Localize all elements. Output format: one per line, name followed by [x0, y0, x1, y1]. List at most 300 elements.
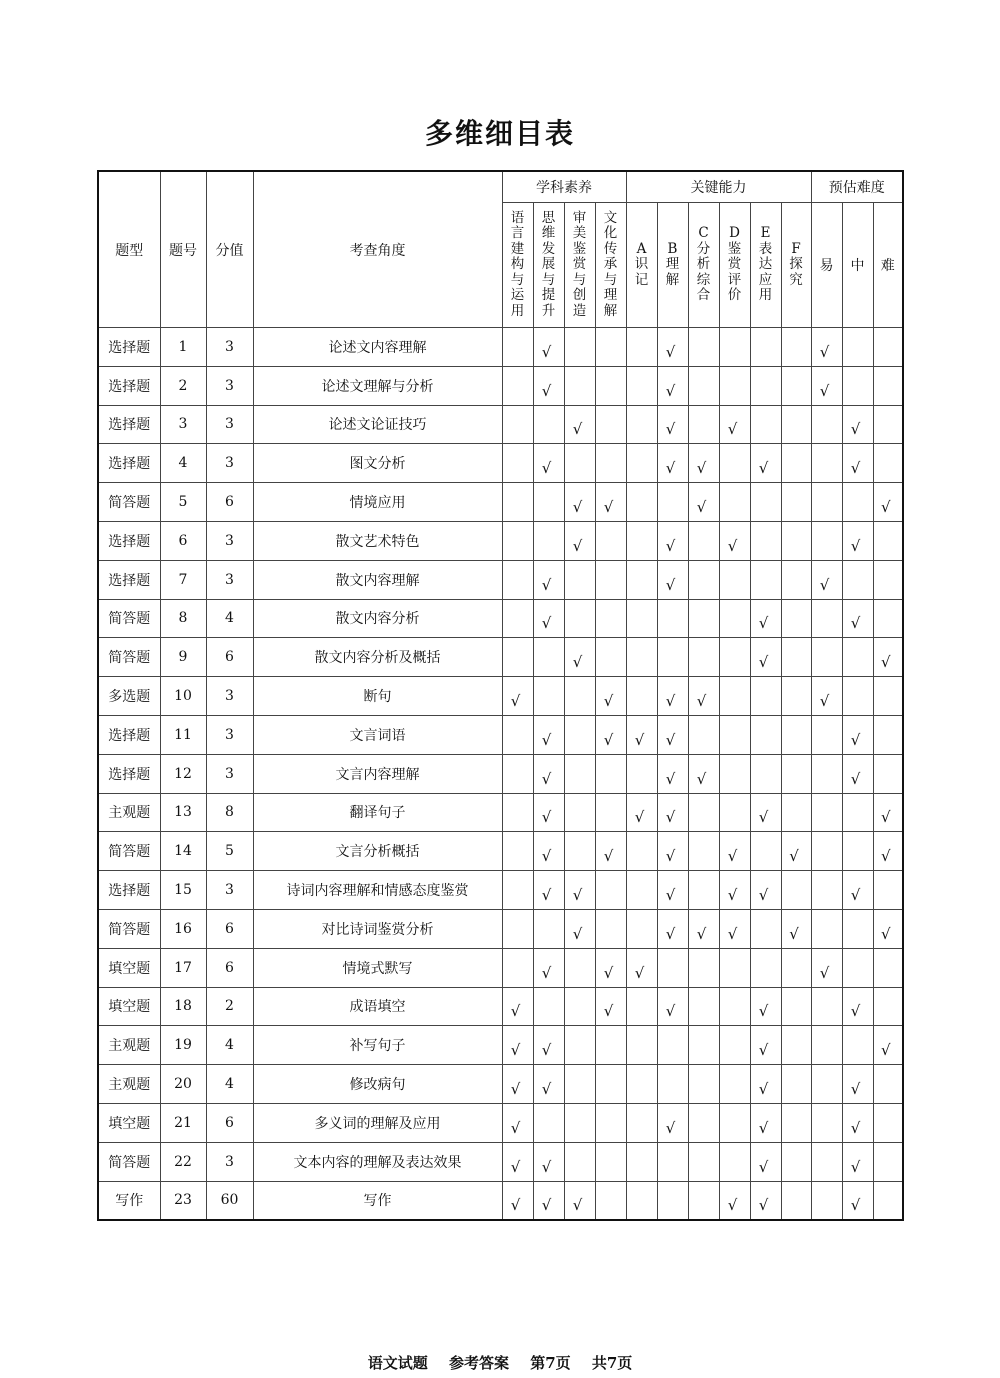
cell-mark	[842, 521, 873, 560]
cell-angle: 补写句子	[253, 1026, 502, 1065]
cell-type: 选择题	[98, 444, 160, 483]
cell-mark	[688, 405, 719, 444]
cell-mark	[595, 599, 626, 638]
check-mark: √	[696, 459, 707, 478]
cell-mark	[873, 832, 903, 871]
check-mark: √	[603, 498, 614, 517]
cell-mark	[502, 793, 533, 832]
cell-mark	[719, 909, 750, 948]
header-angle: 考查角度	[253, 171, 502, 328]
check-mark: √	[727, 1196, 738, 1215]
cell-mark	[564, 483, 595, 522]
cell-mark	[502, 328, 533, 367]
header-sub-medium: 中	[842, 203, 873, 328]
cell-mark	[688, 1181, 719, 1220]
cell-mark	[657, 987, 688, 1026]
cell-mark	[564, 715, 595, 754]
check-mark: √	[603, 1002, 614, 1021]
cell-mark	[750, 521, 781, 560]
cell-mark	[842, 599, 873, 638]
cell-mark	[688, 793, 719, 832]
header-sub-easy: 易	[811, 203, 842, 328]
cell-mark	[533, 1103, 564, 1142]
check-mark: √	[758, 808, 769, 827]
table-row	[98, 715, 903, 754]
check-mark: √	[634, 730, 645, 749]
cell-mark	[595, 832, 626, 871]
cell-mark	[811, 1142, 842, 1181]
cell-mark	[750, 677, 781, 716]
cell-mark	[811, 1065, 842, 1104]
cell-number: 5	[160, 483, 206, 522]
cell-mark	[750, 1142, 781, 1181]
cell-mark	[842, 754, 873, 793]
cell-score: 6	[206, 483, 253, 522]
cell-mark	[564, 328, 595, 367]
check-mark: √	[541, 963, 552, 982]
check-mark: √	[850, 730, 861, 749]
check-mark: √	[850, 459, 861, 478]
cell-mark	[781, 948, 811, 987]
cell-mark	[873, 871, 903, 910]
cell-mark	[564, 987, 595, 1026]
cell-mark	[811, 987, 842, 1026]
cell-mark	[595, 444, 626, 483]
table-row	[98, 328, 903, 367]
cell-mark	[626, 638, 657, 677]
cell-score: 3	[206, 715, 253, 754]
cell-mark	[688, 1103, 719, 1142]
cell-mark	[657, 638, 688, 677]
check-mark: √	[850, 769, 861, 788]
cell-mark	[564, 560, 595, 599]
cell-mark	[626, 328, 657, 367]
cell-type: 选择题	[98, 754, 160, 793]
table-row	[98, 832, 903, 871]
check-mark: √	[758, 1118, 769, 1137]
table-row	[98, 871, 903, 910]
cell-angle: 文本内容的理解及表达效果	[253, 1142, 502, 1181]
cell-mark	[564, 521, 595, 560]
cell-mark	[873, 483, 903, 522]
check-mark: √	[541, 730, 552, 749]
cell-mark	[873, 521, 903, 560]
cell-mark	[811, 948, 842, 987]
cell-mark	[873, 366, 903, 405]
cell-mark	[502, 1065, 533, 1104]
header-sub-hard: 难	[873, 203, 903, 328]
cell-score: 6	[206, 909, 253, 948]
cell-type: 选择题	[98, 366, 160, 405]
cell-mark	[595, 328, 626, 367]
cell-mark	[781, 909, 811, 948]
check-mark: √	[850, 536, 861, 555]
cell-mark	[811, 677, 842, 716]
check-mark: √	[850, 614, 861, 633]
cell-mark	[688, 521, 719, 560]
cell-number: 12	[160, 754, 206, 793]
cell-mark	[564, 1142, 595, 1181]
check-mark: √	[572, 924, 583, 943]
cell-mark	[811, 521, 842, 560]
cell-mark	[657, 754, 688, 793]
header-sub-express: E表达应用	[750, 203, 781, 328]
check-mark: √	[541, 1080, 552, 1099]
cell-mark	[657, 599, 688, 638]
check-mark: √	[510, 692, 521, 711]
cell-mark	[626, 793, 657, 832]
cell-mark	[533, 521, 564, 560]
cell-mark	[781, 599, 811, 638]
cell-score: 5	[206, 832, 253, 871]
header-sub-memorize: A识记	[626, 203, 657, 328]
cell-number: 14	[160, 832, 206, 871]
cell-score: 3	[206, 405, 253, 444]
cell-type: 选择题	[98, 715, 160, 754]
cell-score: 3	[206, 677, 253, 716]
cell-mark	[595, 677, 626, 716]
cell-type: 主观题	[98, 1065, 160, 1104]
cell-mark	[842, 560, 873, 599]
table-row	[98, 1142, 903, 1181]
check-mark: √	[572, 1196, 583, 1215]
cell-mark	[688, 599, 719, 638]
cell-type: 简答题	[98, 599, 160, 638]
cell-number: 20	[160, 1065, 206, 1104]
cell-mark	[719, 521, 750, 560]
cell-number: 16	[160, 909, 206, 948]
cell-type: 简答题	[98, 638, 160, 677]
cell-score: 6	[206, 948, 253, 987]
check-mark: √	[850, 1157, 861, 1176]
cell-mark	[873, 1142, 903, 1181]
cell-mark	[811, 909, 842, 948]
cell-mark	[719, 560, 750, 599]
cell-mark	[533, 1026, 564, 1065]
cell-mark	[781, 405, 811, 444]
check-mark: √	[510, 1118, 521, 1137]
cell-mark	[502, 560, 533, 599]
table-row	[98, 1065, 903, 1104]
check-mark: √	[819, 963, 830, 982]
check-mark: √	[850, 1118, 861, 1137]
cell-type: 填空题	[98, 1103, 160, 1142]
cell-mark	[626, 366, 657, 405]
cell-mark	[719, 1181, 750, 1220]
cell-mark	[719, 987, 750, 1026]
cell-mark	[564, 832, 595, 871]
cell-mark	[688, 871, 719, 910]
check-mark: √	[541, 769, 552, 788]
cell-mark	[502, 521, 533, 560]
cell-type: 主观题	[98, 793, 160, 832]
cell-angle: 文言分析概括	[253, 832, 502, 871]
detail-table	[97, 170, 904, 1221]
cell-score: 3	[206, 444, 253, 483]
cell-score: 3	[206, 754, 253, 793]
table-row	[98, 793, 903, 832]
cell-angle: 论述文论证技巧	[253, 405, 502, 444]
cell-mark	[842, 638, 873, 677]
header-sub-analyze: C分析综合	[688, 203, 719, 328]
header-sub-language: 语言建构与运用	[502, 203, 533, 328]
cell-mark	[688, 677, 719, 716]
cell-mark	[626, 1142, 657, 1181]
cell-mark	[750, 909, 781, 948]
cell-angle: 情境式默写	[253, 948, 502, 987]
cell-mark	[873, 715, 903, 754]
cell-mark	[719, 793, 750, 832]
cell-mark	[533, 638, 564, 677]
cell-mark	[781, 444, 811, 483]
header-sub-culture: 文化传承与理解	[595, 203, 626, 328]
cell-mark	[657, 871, 688, 910]
cell-angle: 诗词内容理解和情感态度鉴赏	[253, 871, 502, 910]
cell-angle: 修改病句	[253, 1065, 502, 1104]
check-mark: √	[850, 420, 861, 439]
cell-mark	[533, 677, 564, 716]
check-mark: √	[510, 1041, 521, 1060]
cell-mark	[811, 1026, 842, 1065]
check-mark: √	[727, 847, 738, 866]
cell-number: 22	[160, 1142, 206, 1181]
cell-mark	[811, 1103, 842, 1142]
cell-mark	[688, 560, 719, 599]
cell-mark	[533, 483, 564, 522]
cell-mark	[811, 871, 842, 910]
cell-mark	[842, 1026, 873, 1065]
cell-mark	[502, 405, 533, 444]
cell-mark	[595, 1181, 626, 1220]
table-row	[98, 521, 903, 560]
cell-angle: 散文艺术特色	[253, 521, 502, 560]
check-mark: √	[850, 1196, 861, 1215]
cell-mark	[781, 677, 811, 716]
cell-mark	[842, 1103, 873, 1142]
check-mark: √	[603, 730, 614, 749]
cell-mark	[842, 793, 873, 832]
cell-angle: 文言词语	[253, 715, 502, 754]
cell-mark	[626, 1103, 657, 1142]
cell-mark	[533, 832, 564, 871]
cell-mark	[533, 909, 564, 948]
cell-score: 6	[206, 1103, 253, 1142]
check-mark: √	[880, 498, 891, 517]
cell-type: 主观题	[98, 1026, 160, 1065]
cell-mark	[811, 328, 842, 367]
cell-angle: 文言内容理解	[253, 754, 502, 793]
header-score: 分值	[206, 171, 253, 328]
cell-mark	[502, 483, 533, 522]
cell-score: 3	[206, 521, 253, 560]
footer-doc: 参考答案	[448, 1354, 509, 1372]
cell-mark	[750, 754, 781, 793]
check-mark: √	[665, 847, 676, 866]
cell-mark	[811, 715, 842, 754]
cell-number: 23	[160, 1181, 206, 1220]
check-mark: √	[880, 847, 891, 866]
cell-mark	[626, 871, 657, 910]
header-type: 题型	[98, 171, 160, 328]
cell-mark	[595, 521, 626, 560]
check-mark: √	[696, 692, 707, 711]
cell-mark	[502, 366, 533, 405]
check-mark: √	[696, 769, 707, 788]
cell-mark	[688, 638, 719, 677]
cell-mark	[750, 715, 781, 754]
cell-angle: 断句	[253, 677, 502, 716]
cell-mark	[750, 1103, 781, 1142]
cell-mark	[750, 1181, 781, 1220]
table-row	[98, 599, 903, 638]
header-number: 题号	[160, 171, 206, 328]
cell-mark	[502, 1142, 533, 1181]
cell-mark	[750, 871, 781, 910]
cell-number: 3	[160, 405, 206, 444]
check-mark: √	[727, 886, 738, 905]
cell-mark	[811, 483, 842, 522]
check-mark: √	[634, 808, 645, 827]
cell-mark	[626, 1065, 657, 1104]
cell-mark	[595, 1026, 626, 1065]
cell-mark	[781, 1065, 811, 1104]
table-row	[98, 560, 903, 599]
cell-mark	[719, 1142, 750, 1181]
cell-mark	[750, 1026, 781, 1065]
cell-mark	[688, 366, 719, 405]
cell-mark	[626, 948, 657, 987]
cell-mark	[657, 1142, 688, 1181]
check-mark: √	[572, 886, 583, 905]
cell-mark	[502, 948, 533, 987]
cell-mark	[502, 638, 533, 677]
cell-score: 3	[206, 560, 253, 599]
table-row	[98, 405, 903, 444]
check-mark: √	[758, 886, 769, 905]
check-mark: √	[789, 847, 799, 866]
cell-type: 简答题	[98, 909, 160, 948]
check-mark: √	[758, 459, 769, 478]
cell-mark	[688, 832, 719, 871]
cell-mark	[842, 715, 873, 754]
cell-mark	[781, 754, 811, 793]
check-mark: √	[665, 1002, 676, 1021]
cell-type: 写作	[98, 1181, 160, 1220]
cell-mark	[750, 560, 781, 599]
cell-mark	[533, 754, 564, 793]
cell-mark	[781, 366, 811, 405]
cell-mark	[657, 521, 688, 560]
cell-mark	[626, 987, 657, 1026]
check-mark: √	[572, 420, 583, 439]
cell-mark	[533, 987, 564, 1026]
table-row	[98, 754, 903, 793]
cell-mark	[750, 793, 781, 832]
cell-mark	[873, 1065, 903, 1104]
cell-mark	[657, 328, 688, 367]
cell-angle: 散文内容分析	[253, 599, 502, 638]
cell-mark	[873, 638, 903, 677]
cell-mark	[626, 677, 657, 716]
cell-mark	[595, 1103, 626, 1142]
cell-number: 10	[160, 677, 206, 716]
cell-mark	[688, 754, 719, 793]
cell-mark	[750, 1065, 781, 1104]
cell-mark	[533, 444, 564, 483]
check-mark: √	[603, 963, 614, 982]
cell-angle: 写作	[253, 1181, 502, 1220]
cell-mark	[719, 483, 750, 522]
cell-mark	[533, 871, 564, 910]
cell-score: 4	[206, 1026, 253, 1065]
table-row	[98, 1181, 903, 1220]
cell-mark	[781, 483, 811, 522]
cell-mark	[657, 793, 688, 832]
cell-mark	[564, 1026, 595, 1065]
cell-mark	[502, 987, 533, 1026]
cell-mark	[533, 599, 564, 638]
cell-score: 2	[206, 987, 253, 1026]
table-row	[98, 366, 903, 405]
check-mark: √	[665, 924, 676, 943]
cell-mark	[657, 1065, 688, 1104]
header-sub-appreciate: D鉴赏评价	[719, 203, 750, 328]
check-mark: √	[850, 1002, 861, 1021]
check-mark: √	[541, 459, 552, 478]
check-mark: √	[665, 381, 676, 400]
check-mark: √	[510, 1157, 521, 1176]
header-group-difficulty: 预估难度	[811, 171, 903, 203]
check-mark: √	[541, 575, 552, 594]
cell-mark	[842, 444, 873, 483]
cell-mark	[781, 638, 811, 677]
check-mark: √	[541, 808, 552, 827]
cell-mark	[719, 366, 750, 405]
table-row	[98, 948, 903, 987]
cell-mark	[873, 987, 903, 1026]
cell-mark	[719, 1103, 750, 1142]
check-mark: √	[665, 536, 676, 555]
cell-mark	[781, 987, 811, 1026]
cell-mark	[502, 1103, 533, 1142]
check-mark: √	[665, 730, 676, 749]
footer-subject: 语文试题	[367, 1354, 428, 1372]
cell-mark	[719, 677, 750, 716]
cell-mark	[750, 405, 781, 444]
cell-mark	[873, 948, 903, 987]
cell-mark	[657, 405, 688, 444]
cell-type: 选择题	[98, 521, 160, 560]
cell-mark	[502, 754, 533, 793]
check-mark: √	[758, 1080, 769, 1099]
cell-mark	[842, 832, 873, 871]
cell-mark	[750, 483, 781, 522]
cell-mark	[657, 715, 688, 754]
cell-mark	[626, 1026, 657, 1065]
cell-mark	[719, 1026, 750, 1065]
cell-mark	[873, 328, 903, 367]
cell-mark	[719, 405, 750, 444]
cell-type: 选择题	[98, 871, 160, 910]
table-row	[98, 987, 903, 1026]
cell-mark	[719, 599, 750, 638]
page-title: 多维细目表	[424, 117, 575, 150]
check-mark: √	[541, 381, 552, 400]
cell-mark	[595, 483, 626, 522]
cell-mark	[595, 715, 626, 754]
cell-mark	[533, 366, 564, 405]
cell-mark	[842, 871, 873, 910]
